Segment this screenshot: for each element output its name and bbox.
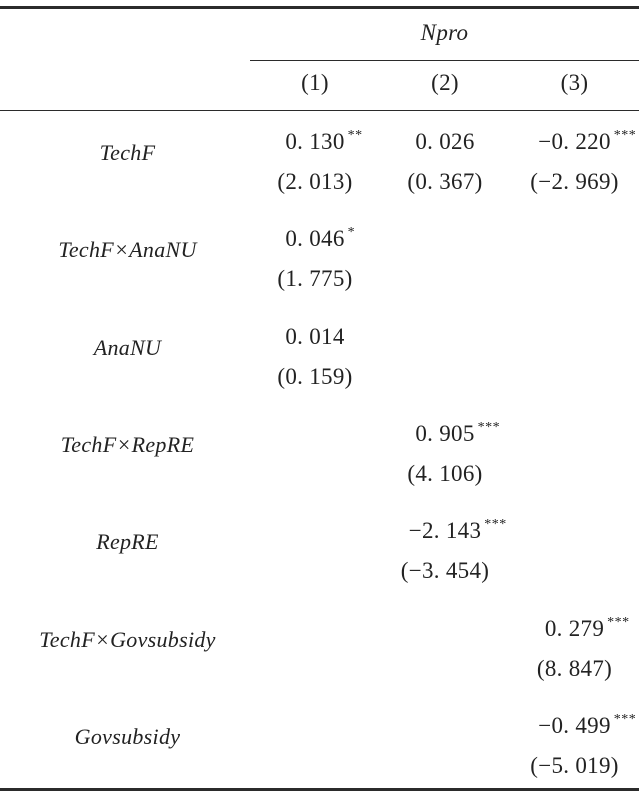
row-label: RepRE	[96, 529, 159, 555]
row-label: AnaNU	[93, 334, 162, 360]
coefficient-line	[250, 219, 380, 259]
column-header-2: (2)	[431, 70, 459, 95]
coefficient-wrap	[285, 219, 356, 259]
header-bottom-rule	[0, 110, 639, 111]
t-statistic: (−3. 454)	[400, 558, 490, 584]
table-cell	[510, 609, 639, 689]
coefficient-value: 0. 130	[285, 129, 345, 154]
coefficient-line	[250, 122, 380, 162]
table-cell	[250, 122, 380, 202]
t-statistic: (8. 847)	[536, 655, 613, 681]
table-cell	[510, 706, 639, 786]
t-statistic: (4. 106)	[407, 460, 483, 486]
column-header-3: (3)	[560, 70, 589, 95]
row-label: TechF×AnaNU	[58, 237, 197, 263]
t-statistic: (−5. 019)	[530, 752, 619, 778]
coefficient-wrap	[415, 414, 501, 454]
table-bottom-rule	[0, 788, 639, 791]
row-label: Govsubsidy	[74, 723, 181, 749]
row-label: TechF×RepRE	[60, 431, 195, 457]
row-label: TechF	[99, 140, 156, 165]
significance-stars: ***	[477, 419, 501, 435]
coefficient-wrap	[285, 122, 363, 162]
table-cell	[380, 414, 510, 494]
coefficient-wrap	[415, 122, 474, 162]
table-cell	[250, 219, 380, 299]
significance-stars: ***	[613, 711, 637, 727]
coefficient-line	[510, 122, 639, 162]
row-label: TechF×Govsubsidy	[39, 626, 216, 652]
coefficient-line	[380, 511, 510, 551]
column-header-1: (1)	[301, 70, 329, 95]
coefficient-wrap	[538, 706, 637, 746]
table-cell	[380, 511, 510, 591]
coefficient-line	[380, 414, 510, 454]
coefficient-value: 0. 014	[285, 323, 345, 349]
table-cell	[510, 122, 639, 202]
coefficient-line	[510, 609, 639, 649]
coefficient-wrap	[408, 511, 507, 551]
coefficient-line	[510, 706, 639, 746]
t-statistic: (0. 159)	[277, 363, 353, 389]
significance-stars: ***	[613, 128, 637, 143]
t-statistic: (1. 775)	[277, 266, 353, 292]
significance-stars: *	[347, 225, 356, 241]
t-statistic: (2. 013)	[277, 169, 353, 194]
group-header-npro: Npro	[420, 20, 469, 45]
coefficient-value: 0. 026	[415, 129, 475, 154]
coefficient-value: 0. 279	[544, 615, 605, 641]
t-statistic: (−2. 969)	[530, 169, 619, 194]
significance-stars: ***	[484, 517, 507, 533]
coefficient-wrap	[285, 317, 344, 357]
coefficient-wrap	[544, 609, 630, 649]
significance-stars: ***	[607, 614, 630, 630]
coefficient-value: −0. 220	[538, 129, 611, 154]
coefficient-line	[380, 122, 510, 162]
table-top-rule	[0, 6, 639, 9]
coefficient-value: 0. 046	[285, 226, 345, 252]
coefficient-value: 0. 905	[415, 420, 475, 446]
significance-stars: **	[347, 128, 363, 143]
coefficient-value: −0. 499	[538, 712, 611, 738]
table-cell	[380, 122, 510, 202]
t-statistic: (0. 367)	[407, 169, 483, 194]
group-header-underline	[250, 60, 639, 61]
coefficient-line	[250, 317, 380, 357]
coefficient-value: −2. 143	[408, 518, 482, 544]
coefficient-wrap	[538, 122, 637, 162]
table-cell	[250, 317, 380, 397]
